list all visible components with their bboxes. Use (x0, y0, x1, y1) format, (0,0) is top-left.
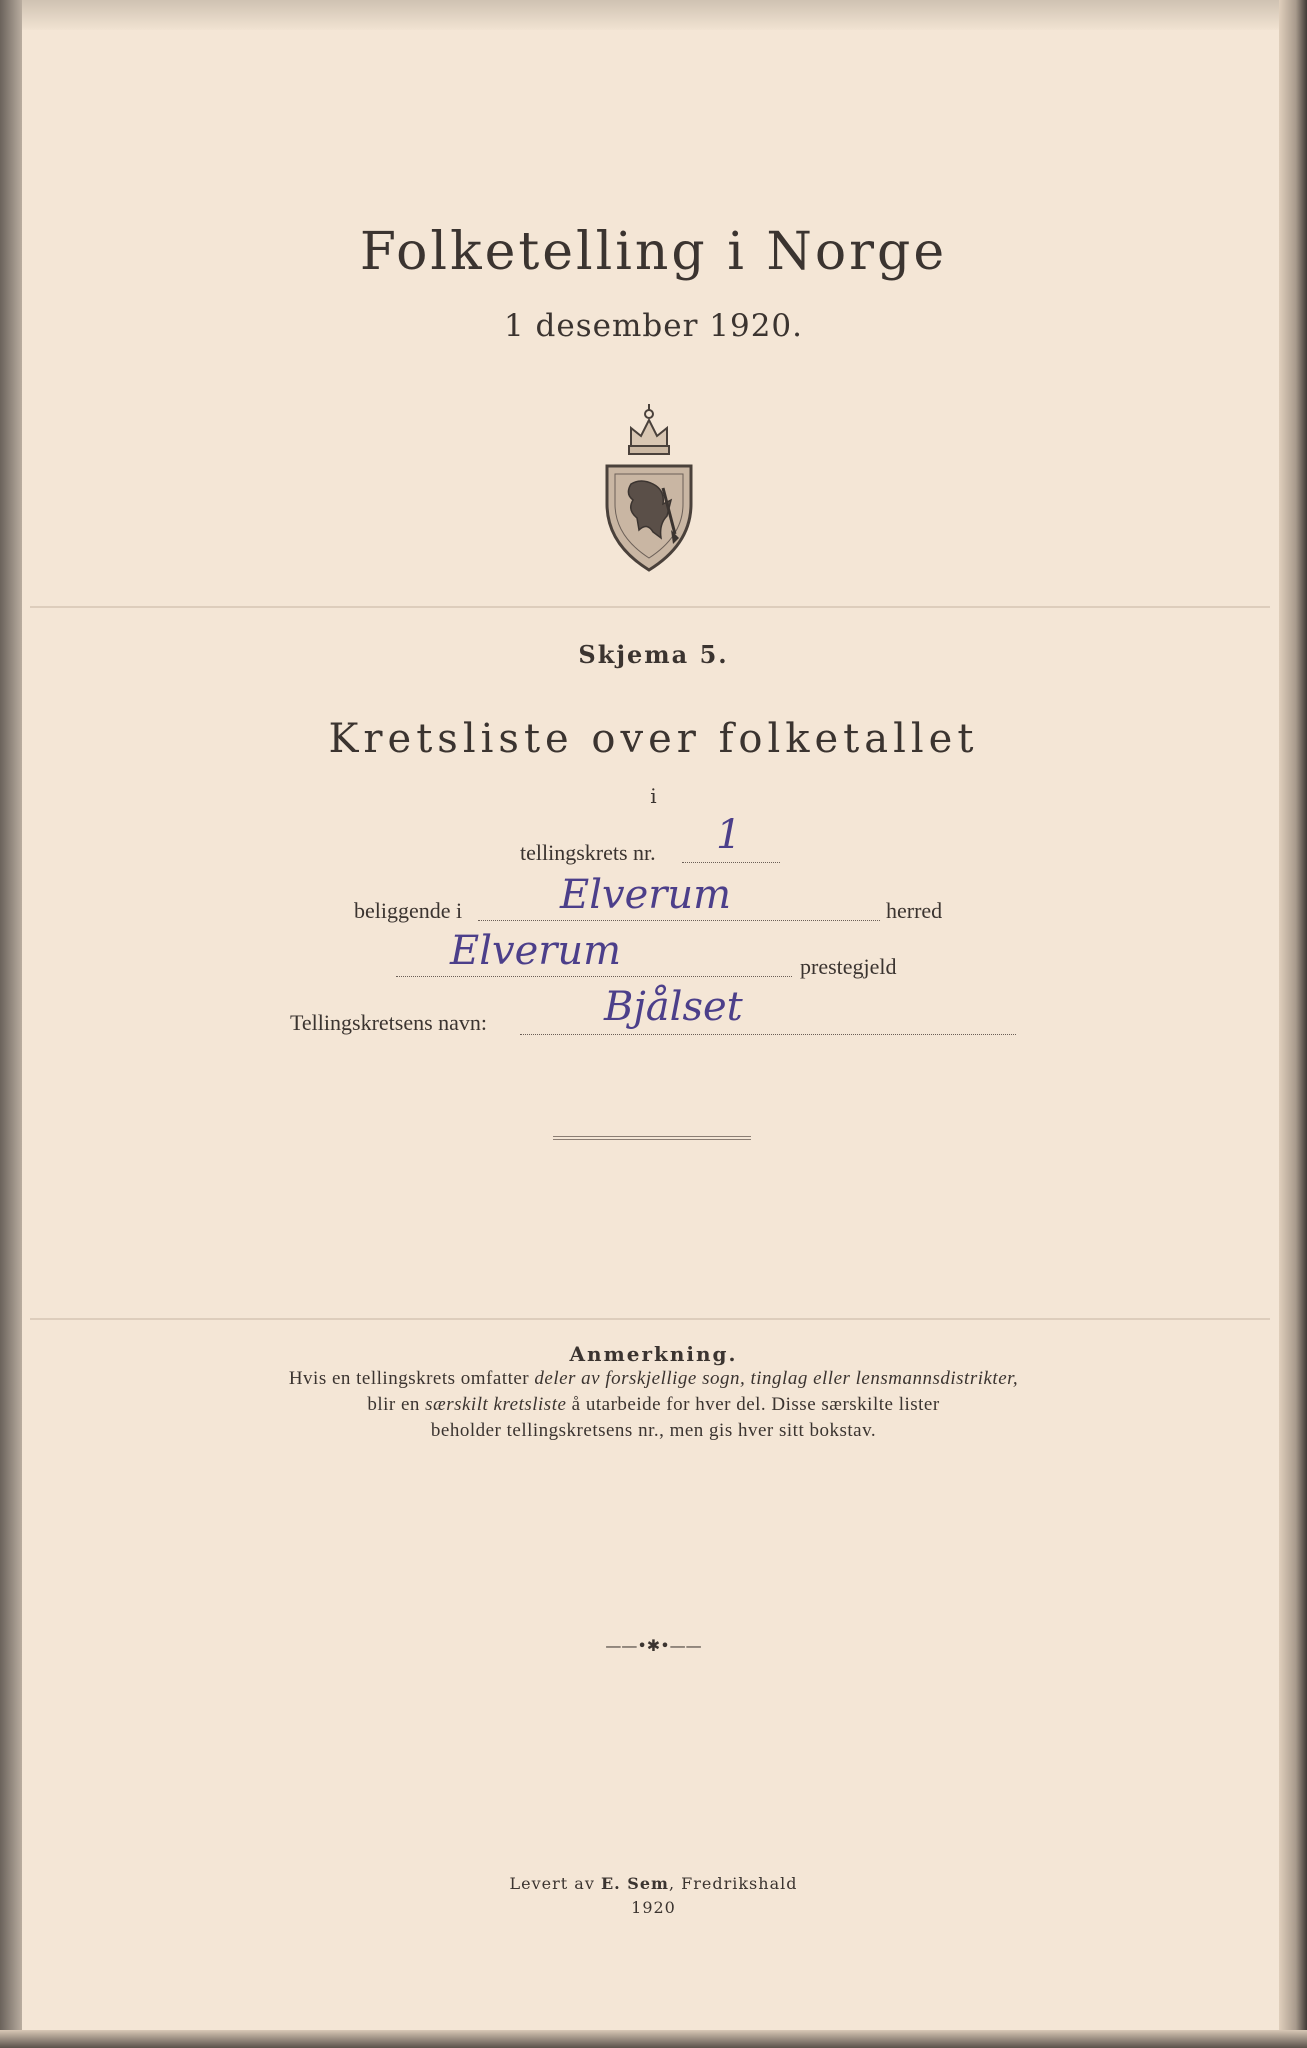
district-number-value: 1 (716, 812, 742, 858)
parish-line (396, 976, 792, 977)
scan-edge-bottom (0, 2030, 1307, 2048)
paper-fold-line (30, 606, 1270, 608)
printer-text: , Fredrikshald (668, 1874, 798, 1893)
norwegian-coat-of-arms-icon (601, 404, 697, 574)
herred-label: herred (886, 898, 943, 923)
municipality-value: Elverum (560, 872, 732, 918)
parish-value: Elverum (450, 928, 622, 974)
scan-edge-top (0, 0, 1307, 30)
district-name-value: Bjålset (604, 984, 743, 1030)
printer-year: 1920 (631, 1898, 676, 1917)
census-date: 1 desember 1920. (503, 308, 804, 344)
note-line-2 (0, 1394, 1307, 1416)
printer-text: Levert av (509, 1874, 601, 1893)
page-title: Folketelling i Norge (359, 222, 948, 282)
district-number-label: tellingskrets nr. (520, 840, 656, 865)
district-name-label: Tellingskretsens navn: (290, 1010, 488, 1035)
note-line-3: beholder tellingskretsens nr., men gis hver sitt bokstav. (430, 1420, 877, 1441)
paper-fold-line (30, 1318, 1270, 1320)
note-line-1 (0, 1368, 1307, 1390)
printer-name: E. Sem (600, 1874, 669, 1893)
section-divider (553, 1136, 751, 1140)
note-heading: Anmerkning. (569, 1342, 738, 1366)
district-name-line (520, 1034, 1016, 1035)
ornament-divider: ——•✱•—— (605, 1636, 702, 1655)
district-number-line (682, 862, 780, 863)
preposition-label: i (650, 784, 657, 808)
note-emphasis: deler av forskjellige sogn, tinglag eller lensmannsdistrikter, (534, 1368, 1019, 1389)
form-subtitle: Kretsliste over folketallet (328, 716, 979, 762)
note-text: blir en (367, 1394, 426, 1415)
note-text: Hvis en tellingskrets omfatter (288, 1368, 535, 1389)
parish-label: prestegjeld (800, 954, 897, 979)
printer-credit (0, 1874, 1307, 1893)
schema-number: Skjema 5. (578, 640, 729, 669)
note-emphasis: særskilt kretsliste (425, 1394, 567, 1415)
note-text: å utarbeide for hver del. Disse særskilte lister (566, 1394, 940, 1415)
municipality-line (478, 920, 880, 921)
located-in-label: beliggende i (354, 898, 463, 923)
